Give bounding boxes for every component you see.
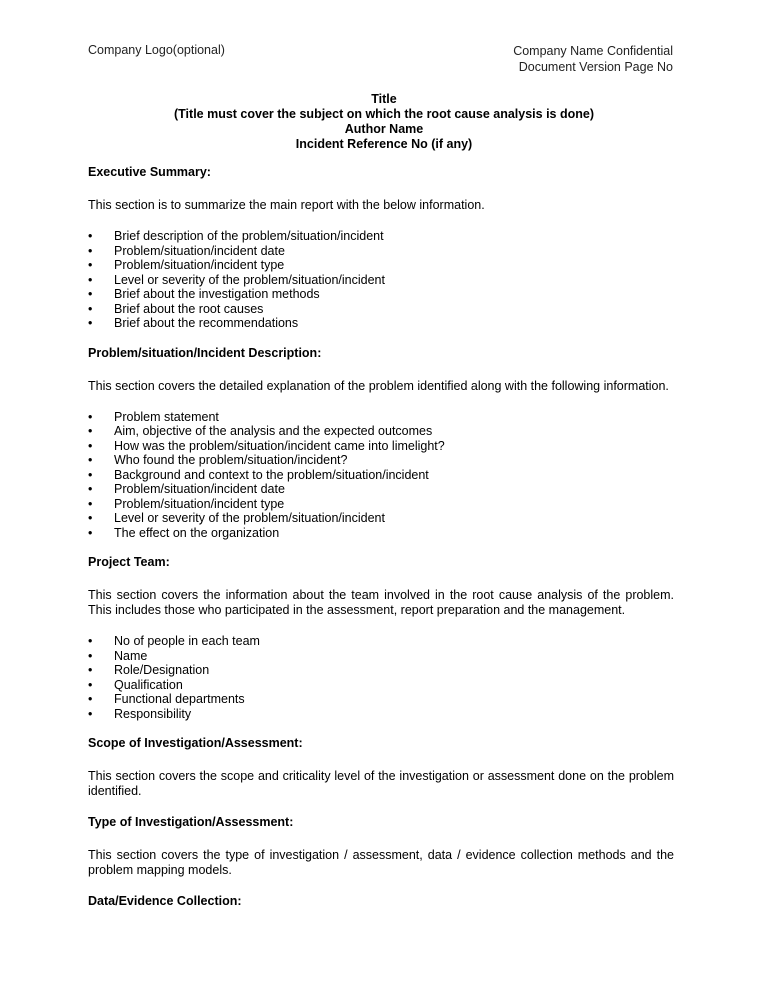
list-item-text: Brief description of the problem/situation/incident xyxy=(114,229,384,243)
list-item xyxy=(88,468,674,483)
project-team-text: This section covers the information about the team involved in the root cause analysis of the problem. This includes those who participated in the assessment, report preparation and the management. xyxy=(88,588,674,617)
bullet-icon: • xyxy=(88,301,93,316)
doc-author: Author Name xyxy=(344,122,424,136)
heading-type: Type of Investigation/Assessment: xyxy=(88,815,294,829)
problem-description-list xyxy=(88,410,674,541)
bullet-icon: • xyxy=(88,692,93,706)
bullet-icon: • xyxy=(88,706,93,721)
title-block xyxy=(0,92,768,152)
list-item-text: Qualification xyxy=(114,677,183,692)
list-item-text: No of people in each team xyxy=(114,634,260,648)
header-version: Document Version Page No xyxy=(518,60,673,74)
list-item-text: Problem/situation/incident type xyxy=(114,496,285,511)
bullet-icon: • xyxy=(88,316,93,330)
executive-summary-list xyxy=(88,229,674,331)
bullet-icon: • xyxy=(88,511,93,525)
scope-text: This section covers the scope and criticality level of the investigation or assessment done on the problem identified. xyxy=(88,769,674,798)
type-text: This section covers the type of investigation / assessment, data / evidence collection methods and the problem mapping models. xyxy=(88,848,674,877)
list-item-text: Problem/situation/incident date xyxy=(114,243,285,258)
bullet-icon: • xyxy=(88,482,93,496)
bullet-icon: • xyxy=(88,258,93,272)
list-item xyxy=(88,439,674,454)
document-body xyxy=(88,165,674,927)
bullet-icon: • xyxy=(88,663,93,677)
heading-data-collection: Data/Evidence Collection: xyxy=(88,894,242,908)
bullet-icon: • xyxy=(88,648,93,663)
list-item xyxy=(88,287,674,302)
bullet-icon: • xyxy=(88,634,93,648)
list-item xyxy=(88,526,674,541)
heading-problem-description: Problem/situation/Incident Description: xyxy=(88,345,322,360)
bullet-icon: • xyxy=(88,496,93,511)
bullet-icon: • xyxy=(88,229,93,243)
list-item xyxy=(88,273,674,288)
list-item-text: Brief about the investigation methods xyxy=(114,287,320,301)
executive-summary-text: This section is to summarize the main report with the below information. xyxy=(88,198,485,212)
list-item xyxy=(88,244,674,259)
bullet-icon: • xyxy=(88,453,93,467)
list-item-text: Responsibility xyxy=(114,706,192,721)
list-item-text: The effect on the organization xyxy=(114,525,280,540)
doc-incident-ref: Incident Reference No (if any) xyxy=(295,137,473,151)
list-item-text: Level or severity of the problem/situation/incident xyxy=(114,511,385,525)
list-item-text: Problem statement xyxy=(114,409,219,424)
list-item-text: Name xyxy=(114,648,148,663)
bullet-icon: • xyxy=(88,287,93,301)
list-item-text: Role/Designation xyxy=(114,663,210,677)
project-team-list xyxy=(88,634,674,721)
list-item-text: Brief about the recommendations xyxy=(114,316,299,330)
list-item-text: Functional departments xyxy=(114,692,245,706)
list-item xyxy=(88,497,674,512)
list-item-text: Problem/situation/incident type xyxy=(114,258,285,272)
header-confidential: Company Name Confidential xyxy=(513,44,673,58)
bullet-icon: • xyxy=(88,525,93,540)
bullet-icon: • xyxy=(88,438,93,453)
heading-project-team: Project Team: xyxy=(88,555,170,569)
bullet-icon: • xyxy=(88,243,93,258)
bullet-icon: • xyxy=(88,272,93,287)
heading-scope: Scope of Investigation/Assessment: xyxy=(88,736,303,750)
list-item xyxy=(88,692,674,707)
list-item xyxy=(88,482,674,497)
list-item xyxy=(88,229,674,244)
list-item-text: Brief about the root causes xyxy=(114,301,264,316)
company-logo-placeholder: Company Logo(optional) xyxy=(88,43,225,57)
bullet-icon: • xyxy=(88,424,93,438)
list-item xyxy=(88,663,674,678)
list-item xyxy=(88,707,674,722)
list-item xyxy=(88,649,674,664)
list-item-text: Background and context to the problem/situation/incident xyxy=(114,467,429,482)
list-item xyxy=(88,302,674,317)
list-item xyxy=(88,316,674,331)
list-item xyxy=(88,424,674,439)
list-item xyxy=(88,678,674,693)
list-item xyxy=(88,410,674,425)
list-item-text: Level or severity of the problem/situation/incident xyxy=(114,272,385,287)
list-item xyxy=(88,634,674,649)
list-item-text: Aim, objective of the analysis and the expected outcomes xyxy=(114,424,433,438)
heading-executive-summary: Executive Summary: xyxy=(88,165,211,179)
list-item xyxy=(88,258,674,273)
list-item-text: Problem/situation/incident date xyxy=(114,482,285,496)
list-item xyxy=(88,453,674,468)
bullet-icon: • xyxy=(88,677,93,692)
problem-description-text: This section covers the detailed explanation of the problem identified along with the following information. xyxy=(88,378,669,393)
list-item-text: Who found the problem/situation/incident? xyxy=(114,453,348,467)
doc-subtitle: (Title must cover the subject on which the root cause analysis is done) xyxy=(173,107,594,121)
doc-title: Title xyxy=(371,92,397,106)
list-item xyxy=(88,511,674,526)
header-right xyxy=(513,43,673,75)
bullet-icon: • xyxy=(88,467,93,482)
list-item-text: How was the problem/situation/incident came into limelight? xyxy=(114,438,445,453)
bullet-icon: • xyxy=(88,409,93,424)
